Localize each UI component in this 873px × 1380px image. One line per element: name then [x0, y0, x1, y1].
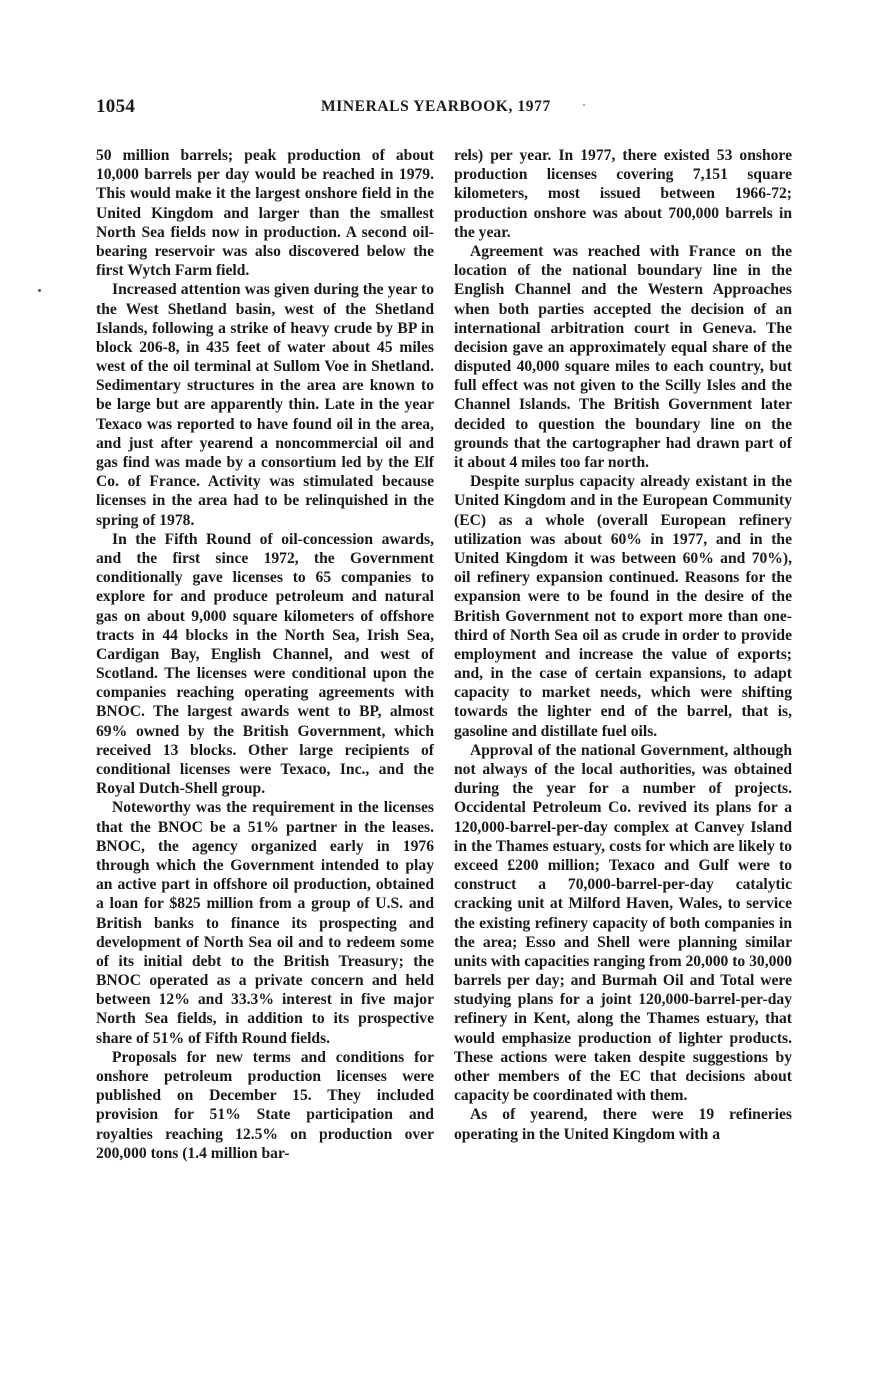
paragraph: Despite surplus capacity already existant in the United Kingdom and in the European Community (EC) as a whole (overall European refinery utilization was about 60% in 1977, and in the United Kingdom it was between 60% and 70%), oil refinery expansion continued. Reasons for the expansion were to be found in the desire of the British Government not to export more than one-third of North Sea oil as crude in order to provide employment and increase the value of exports; and, in the case of certain expansions, to adapt capacity to market needs, which were shifting towards the lighter end of the barrel, that is, gasoline and distillate fuel oils. — [454, 473, 792, 740]
paragraph: 50 million barrels; peak production of about 10,000 barrels per day would be reached in 1979. This would make it the largest onshore field in the United Kingdom and larger than the smallest North Sea fields now in production. A second oil-bearing reservoir was also discovered below the first Wytch Farm field. — [96, 147, 434, 280]
paragraph: Proposals for new terms and conditions for onshore petroleum production licenses were published on December 15. They included provision for 51% State participation and royalties reaching 12.5% on production over 200,000 tons (1.4 million bar- — [96, 1048, 434, 1162]
paragraph: Agreement was reached with France on the location of the national boundary line in the English Channel and the Western Approaches when both parties accepted the decision of an international arbitration court in Geneva. The decision gave an approximately equal share of the disputed 40,000 square miles to each country, but full effect was not given to the Scilly Isles and the Channel Islands. The British Government later decided to question the boundary line on the grounds that the cartographer had drawn part of it about 4 miles too far north. — [454, 242, 792, 471]
book-title: MINERALS YEARBOOK, 1977 — [321, 98, 551, 115]
scan-speck — [38, 289, 41, 292]
paragraph: Noteworthy was the requirement in the licenses that the BNOC be a 51% partner in the leases. BNOC, the agency organized early in 1976 through which the Government intended to play an active part in offshore oil production, obtained a loan for $825 million from a group of U.S. and British banks to finance its prospecting and development of North Sea oil and to redeem some of its initial debt to the British Treasury; the BNOC operated as a private concern and held between 12% and 33.3% interest in five major North Sea fields, in addition to its prospective share of 51% of Fifth Round fields. — [96, 799, 434, 1047]
paragraph: Approval of the national Government, although not always of the local authorities, was obtained during the year for a number of projects. Occidental Petroleum Co. revived its plans for a 120,000-barrel-per-day complex at Canvey Island in the Thames estuary, costs for which are likely to exceed £200 million; Texaco and Gulf were to construct a 70,000-barrel-per-day catalytic cracking unit at Milford Haven, Wales, to service the existing refinery capacity of both companies in the area; Esso and Shell were planning similar units with capacities ranging from 20,000 to 30,000 barrels per day; and Burmah Oil and Total were studying plans for a joint 120,000-barrel-per-day refinery in Kent, along the Thames estuary, that would emphasize production of lighter products. These actions were taken despite suggestions by other members of the EC that decisions about capacity be coordinated with them. — [454, 741, 793, 1105]
page-number: 1054 — [96, 96, 136, 117]
right-column — [454, 146, 792, 1144]
left-column — [96, 146, 434, 1163]
scan-speck — [583, 104, 585, 106]
paragraph: As of yearend, there were 19 refineries operating in the United Kingdom with a — [454, 1106, 792, 1143]
paragraph: Increased attention was given during the year to the West Shetland basin, west of the Shetland Islands, following a strike of heavy crude by BP in block 206-8, in 435 feet of water about 45 miles west of the oil terminal at Sullom Voe in Shetland. Sedimentary structures in the area are known to be large but are apparently thin. Late in the year Texaco was reported to have found oil in the area, and just after yearend a noncommercial oil and gas find was made by a consortium led by the Elf Co. of France. Activity was stimulated because licenses in the area had to be relinquished in the spring of 1978. — [96, 281, 434, 529]
paragraph: In the Fifth Round of oil-concession awards, and the first since 1972, the Government conditionally gave licenses to 65 companies to explore for and produce petroleum and natural gas on about 9,000 square kilometers of offshore tracts in 44 blocks in the North Sea, Irish Sea, Cardigan Bay, English Channel, and west of Scotland. The licenses were conditional upon the companies reaching operating agreements with BNOC. The largest awards went to BP, almost 69% owned by the British Government, which received 13 blocks. Other large recipients of conditional licenses were Texaco, Inc., and the Royal Dutch-Shell group. — [96, 530, 434, 798]
running-head — [96, 96, 792, 120]
paragraph: rels) per year. In 1977, there existed 53 onshore production licenses covering 7,151 square kilometers, most issued between 1966-72; production onshore was about 700,000 barrels in the year. — [454, 147, 792, 241]
